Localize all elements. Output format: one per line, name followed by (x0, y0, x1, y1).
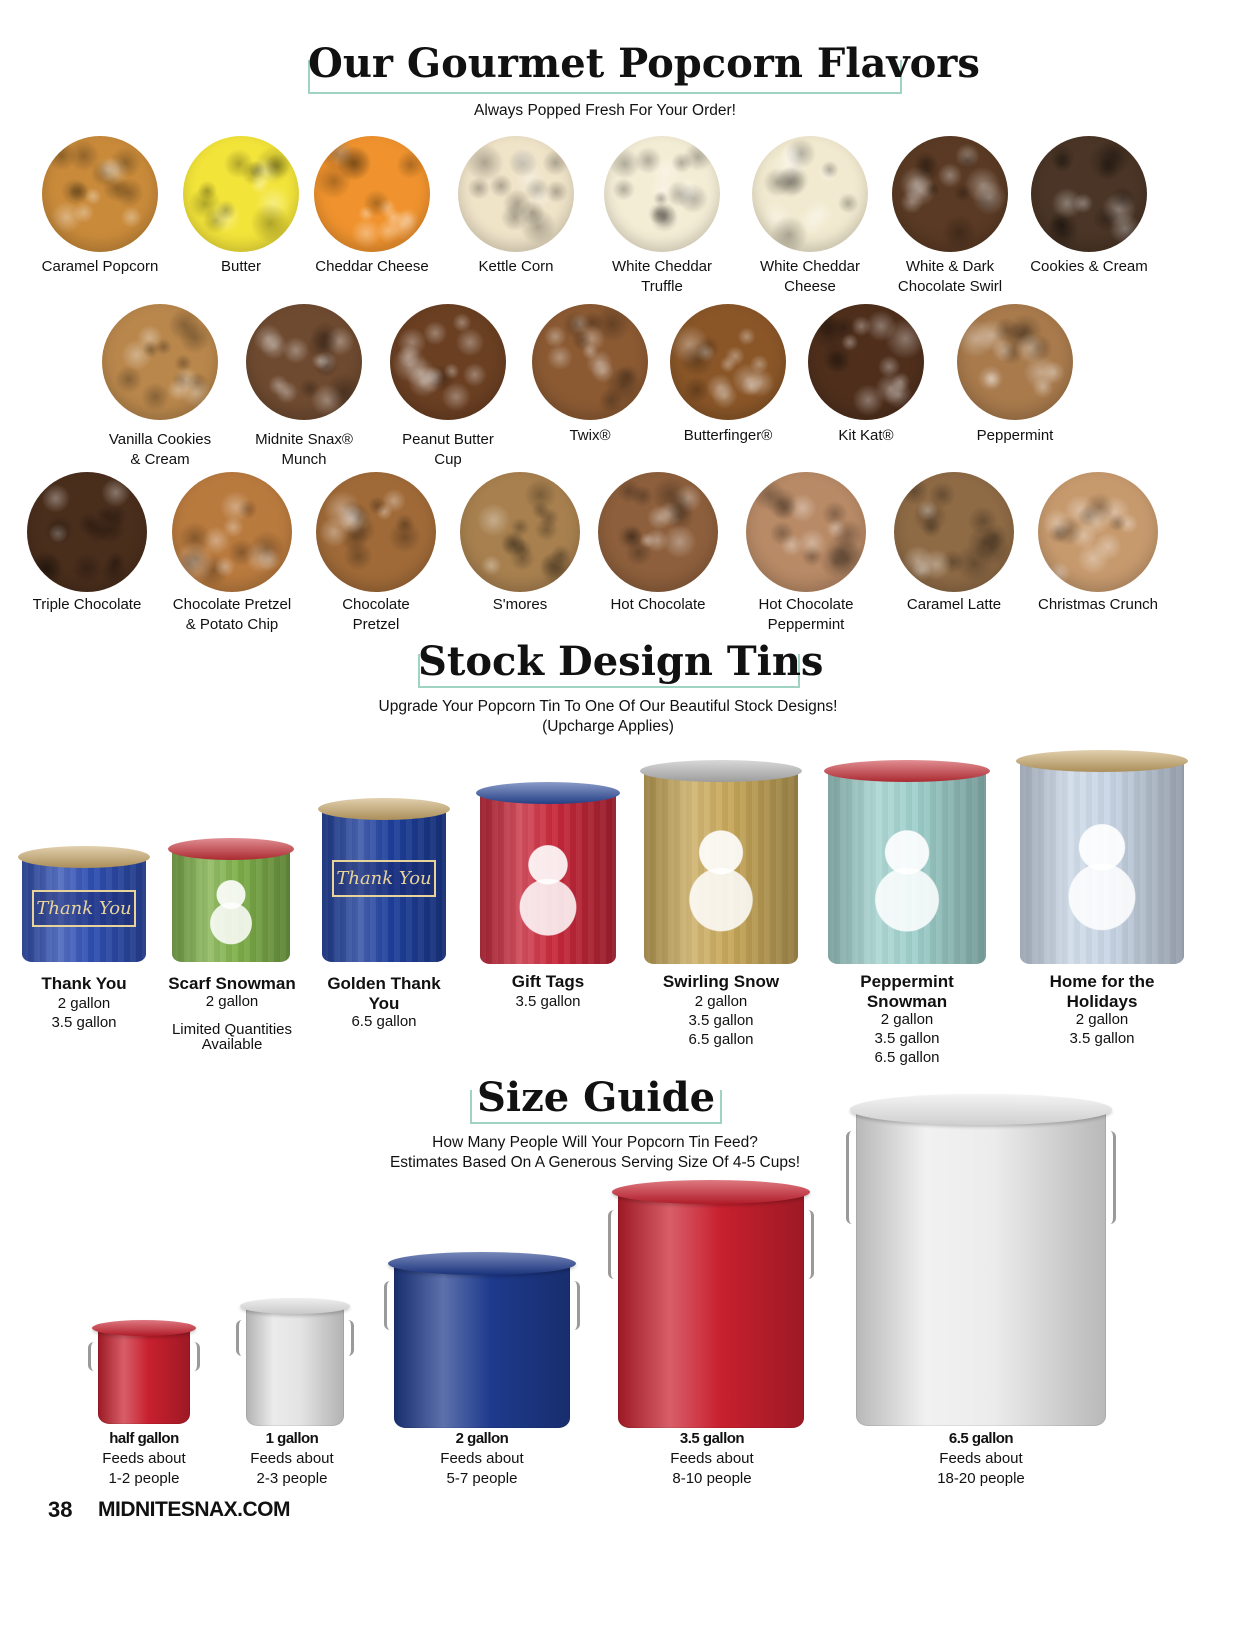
two-gallon-tin-icon (388, 1252, 576, 1428)
vanilla-cookies-cream-icon (102, 304, 218, 420)
tin-name: Swirling Snow (662, 972, 780, 991)
tin-lid (168, 838, 294, 860)
flavor-label (1014, 257, 1164, 277)
size-people: 8-10 people (672, 1470, 752, 1487)
flavor-label-line: Hot Chocolate (758, 596, 854, 613)
size-subtitle-line2: Estimates Based On A Generous Serving Size Of 4-5 Cups! (389, 1154, 801, 1171)
six-half-gallon-tin-icon (850, 1094, 1112, 1426)
tin-size: 2 gallon (205, 993, 259, 1010)
flavors-title: Our Gourmet Popcorn Flavors (308, 40, 980, 87)
flavor-label (301, 595, 451, 635)
flavor-label-line: Chocolate Pretzel (172, 596, 292, 613)
tin-size: 6.5 gallon (351, 1013, 417, 1030)
cheddar-popcorn-icon (314, 136, 430, 252)
size-feeds: Feeds about (102, 1450, 186, 1467)
thank-you-tin-icon (18, 846, 150, 962)
size-name: half gallon (109, 1430, 179, 1447)
peanut-butter-cup-icon (390, 304, 506, 420)
smores-icon (460, 472, 580, 592)
white-cheddar-truffle-icon (604, 136, 720, 252)
tin-lid (1016, 750, 1188, 772)
chocolate-pretzel-icon (316, 472, 436, 592)
tin-handle (236, 1320, 354, 1356)
tin-sizes (14, 994, 154, 1032)
size-people: 18-20 people (937, 1470, 1025, 1487)
tin-lid (824, 760, 990, 782)
tin-art-decoration (669, 817, 773, 935)
one-gallon-tin-icon (240, 1298, 350, 1426)
flavor-label (653, 426, 803, 446)
flavor-label-line: Peppermint (976, 427, 1054, 444)
cookies-cream-icon (1031, 136, 1147, 252)
tin-name: Peppermint Snowman (860, 972, 954, 1011)
three-half-gallon-tin-icon (612, 1180, 810, 1428)
tin-sizes (651, 992, 791, 1049)
flavor-label (735, 257, 885, 297)
white-cheddar-cheese-icon (752, 136, 868, 252)
flavor-label-line: Peanut Butter (402, 431, 494, 448)
flavor-label (25, 257, 175, 277)
flavor-label-line: Munch (281, 451, 327, 468)
flavor-label-line: White & Dark (905, 258, 995, 275)
golden-thank-you-tin-icon (318, 798, 450, 962)
flavor-label (297, 257, 447, 277)
tin-lid (388, 1252, 576, 1275)
flavor-label-line: Cheese (784, 278, 836, 295)
tin-handle (88, 1342, 200, 1371)
flavor-label-line: Peppermint (767, 616, 845, 633)
hot-chocolate-peppermint-icon (746, 472, 866, 592)
size-name: 6.5 gallon (948, 1430, 1014, 1447)
tin-size: 3.5 gallon (688, 1012, 754, 1029)
flavor-label-line: Chocolate (342, 596, 410, 613)
swirling-snow-tin-icon (640, 760, 802, 964)
peppermint-snowman-tin-icon (824, 760, 990, 964)
size-subtitle-line1: How Many People Will Your Popcorn Tin Feed? (432, 1134, 758, 1151)
tin-size: 3.5 gallon (874, 1030, 940, 1047)
flavor-label (731, 595, 881, 635)
triple-chocolate-icon (27, 472, 147, 592)
flavor-label-line: Chocolate Swirl (897, 278, 1003, 295)
caramel-latte-icon (894, 472, 1014, 592)
flavor-label-line: White Cheddar (759, 258, 861, 275)
tin-note (152, 1022, 312, 1052)
flavor-label-line: Caramel Latte (906, 596, 1002, 613)
tin-lid (476, 782, 620, 804)
tin-art-decoration (191, 873, 272, 945)
tin-art-decoration (854, 817, 960, 935)
stock-subtitle-line1: Upgrade Your Popcorn Tin To One Of Our Beautiful Stock Designs! (378, 698, 838, 715)
kit-kat-icon (808, 304, 924, 420)
tin-size: 2 gallon (1075, 1011, 1129, 1028)
size-people: 5-7 people (446, 1470, 518, 1487)
size-name: 1 gallon (265, 1430, 319, 1447)
size-label (911, 1429, 1051, 1489)
size-feeds: Feeds about (939, 1450, 1023, 1467)
flavor-label (373, 430, 523, 470)
tin-art-decoration (502, 833, 594, 939)
home-for-holidays-tin-icon (1016, 750, 1188, 964)
size-label (412, 1429, 552, 1489)
flavor-label (515, 426, 665, 446)
tin-name: Golden Thank You (327, 974, 441, 1013)
flavor-label-line: Caramel Popcorn (41, 258, 159, 275)
tin-lid (850, 1094, 1112, 1125)
midnite-snax-munch-icon (246, 304, 362, 420)
caramel-popcorn-icon (42, 136, 158, 252)
flavor-label (1023, 595, 1173, 615)
gift-tags-tin-icon (476, 782, 620, 964)
flavor-label-line: Cup (434, 451, 462, 468)
flavor-label (445, 595, 595, 615)
scarf-snowman-tin-icon (168, 838, 294, 962)
flavor-label (166, 257, 316, 277)
size-name: 2 gallon (455, 1430, 509, 1447)
flavor-label-line: Hot Chocolate (610, 596, 706, 613)
peppermint-icon (957, 304, 1073, 420)
flavor-label (441, 257, 591, 277)
tin-size: 3.5 gallon (51, 1014, 117, 1031)
size-name: 3.5 gallon (679, 1430, 745, 1447)
tin-lid (318, 798, 450, 820)
flavor-label (229, 430, 379, 470)
flavor-label (85, 430, 235, 470)
tin-size: 6.5 gallon (688, 1031, 754, 1048)
tin-art-script: Thank You (332, 860, 436, 897)
size-feeds: Feeds about (670, 1450, 754, 1467)
flavor-label-line: White Cheddar (611, 258, 713, 275)
tin-sizes (162, 992, 302, 1011)
flavor-label-line: Twix® (569, 427, 611, 444)
size-label (74, 1429, 214, 1489)
flavor-label (12, 595, 162, 615)
flavor-label-line: Butter (220, 258, 262, 275)
hot-chocolate-icon (598, 472, 718, 592)
tin-sizes (1032, 1010, 1172, 1048)
butter-popcorn-icon (183, 136, 299, 252)
flavor-label (157, 595, 307, 635)
flavor-label (587, 257, 737, 297)
twix-icon (532, 304, 648, 420)
stock-subtitle-line2: (Upcharge Applies) (542, 718, 674, 735)
tin-handle (384, 1281, 580, 1330)
flavor-label-line: & Potato Chip (185, 616, 279, 633)
tin-name: Gift Tags (511, 972, 585, 991)
tin-lid (612, 1180, 810, 1204)
tin-lid (240, 1298, 350, 1314)
flavor-label-line: Vanilla Cookies (108, 431, 212, 448)
flavor-label-line: Butterfinger® (683, 427, 773, 444)
tin-art-decoration (1047, 810, 1157, 934)
site-url[interactable]: MIDNITESNAX.COM (98, 1498, 290, 1521)
tin-name: Home for the Holidays (1049, 972, 1155, 1011)
flavor-label-line: Kit Kat® (838, 427, 894, 444)
size-title: Size Guide (476, 1074, 716, 1121)
tin-size: 3.5 gallon (515, 993, 581, 1010)
tin-sizes (478, 992, 618, 1011)
size-feeds: Feeds about (250, 1450, 334, 1467)
flavor-label (583, 595, 733, 615)
christmas-crunch-icon (1038, 472, 1158, 592)
tin-art-script: Thank You (32, 890, 136, 927)
size-label (222, 1429, 362, 1489)
flavor-label-line: Kettle Corn (478, 258, 554, 275)
tin-size: 2 gallon (694, 993, 748, 1010)
flavor-label-line: Christmas Crunch (1037, 596, 1159, 613)
size-label (642, 1429, 782, 1489)
kettle-corn-icon (458, 136, 574, 252)
tin-lid (92, 1320, 196, 1336)
size-people: 2-3 people (256, 1470, 328, 1487)
half-gallon-tin-icon (92, 1320, 196, 1424)
flavor-label-line: Triple Chocolate (32, 596, 142, 613)
tin-size: 6.5 gallon (874, 1049, 940, 1066)
tin-name: Scarf Snowman (168, 974, 296, 993)
flavor-label (879, 595, 1029, 615)
tin-note-line: Limited Quantities (171, 1021, 293, 1038)
tin-size: 2 gallon (880, 1011, 934, 1028)
flavors-subtitle: Always Popped Fresh For Your Order! (474, 102, 736, 119)
flavor-label-line: Truffle (641, 278, 683, 295)
tin-note-line: Available (201, 1036, 263, 1053)
chocolate-pretzel-potato-chip-icon (172, 472, 292, 592)
size-people: 1-2 people (108, 1470, 180, 1487)
flavor-label-line: & Cream (130, 451, 190, 468)
page-number: 38 (48, 1497, 73, 1522)
tin-sizes (314, 1012, 454, 1031)
tin-size: 2 gallon (57, 995, 111, 1012)
size-feeds: Feeds about (440, 1450, 524, 1467)
tin-name: Thank You (41, 974, 127, 993)
tin-handle (608, 1210, 814, 1279)
flavor-label-line: S'mores (492, 596, 548, 613)
tin-lid (18, 846, 150, 868)
flavor-label-line: Midnite Snax® (255, 431, 353, 448)
flavor-label (940, 426, 1090, 446)
tin-handle (846, 1131, 1116, 1224)
flavor-label (791, 426, 941, 446)
butterfinger-icon (670, 304, 786, 420)
flavor-label-line: Cookies & Cream (1030, 258, 1148, 275)
tin-lid (640, 760, 802, 782)
tin-sizes (837, 1010, 977, 1067)
flavor-label (875, 257, 1025, 297)
white-dark-chocolate-swirl-icon (892, 136, 1008, 252)
flavor-label-line: Pretzel (352, 616, 400, 633)
tin-size: 3.5 gallon (1069, 1030, 1135, 1047)
flavor-label-line: Cheddar Cheese (315, 258, 429, 275)
stock-title: Stock Design Tins (418, 638, 824, 685)
